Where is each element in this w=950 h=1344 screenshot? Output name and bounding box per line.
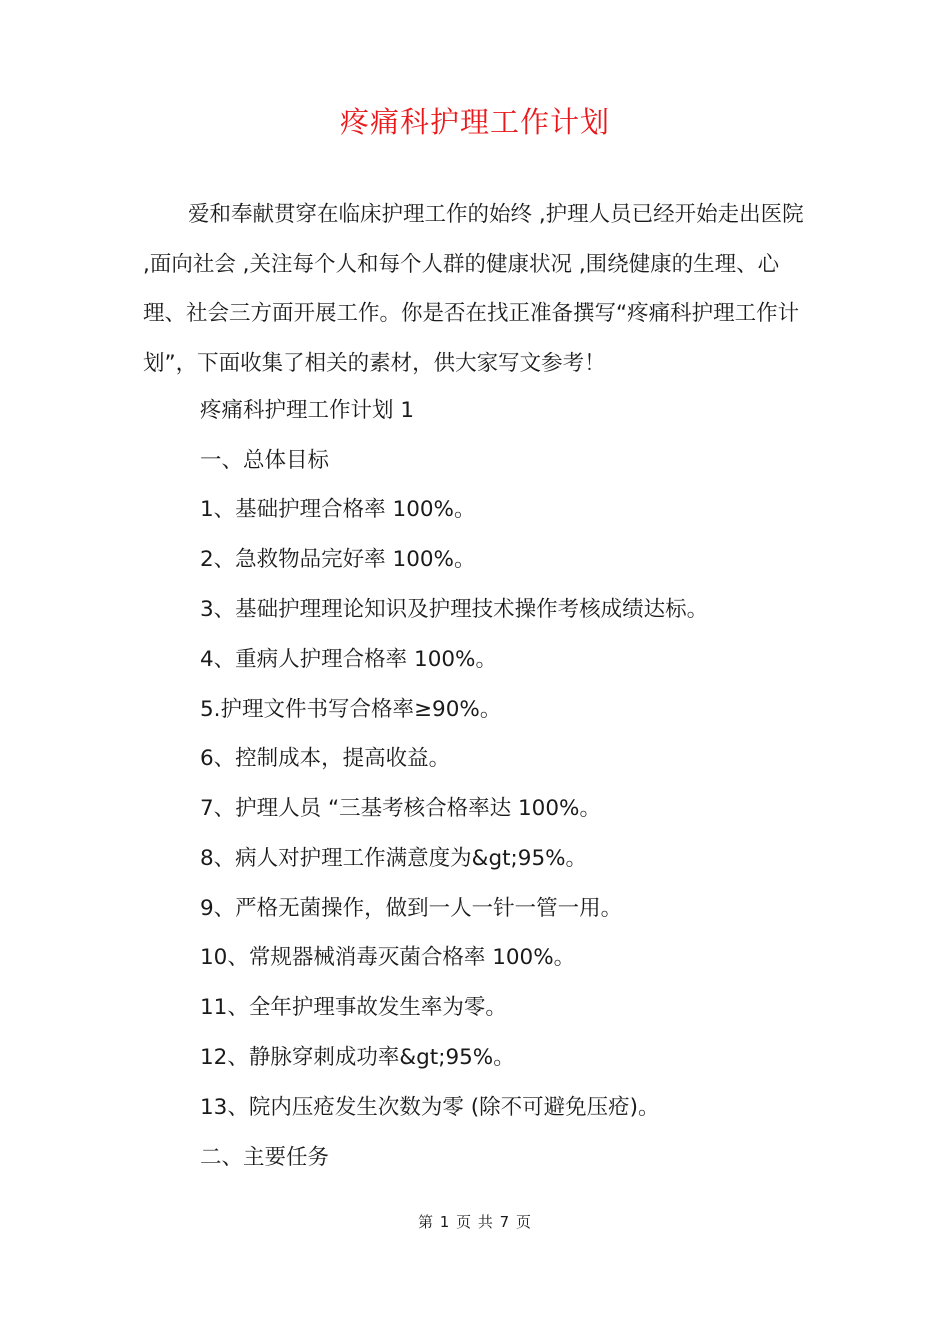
intro-paragraph: 爱和奉献贯穿在临床护理工作的始终 ,护理人员已经开始走出医院 ,面向社会 ,关注每个人和每个人群的健康状况 ,围绕健康的生理、心理、社会三方面开展工作。你是否在找正准备撰写“疼痛科护理工作计划”，下面收集了相关的素材，供大家写文参考！ xyxy=(143,202,804,376)
goal-item: 3、基础护理理论知识及护理技术操作考核成绩达标。 xyxy=(200,597,709,622)
part-one-heading: 一、总体目标 xyxy=(200,448,330,473)
goal-item: 7、护理人员 “三基考核合格率达 100%。 xyxy=(200,796,601,821)
goal-item: 12、静脉穿刺成功率&gt;95%。 xyxy=(200,1045,515,1070)
goal-item: 1、基础护理合格率 100%。 xyxy=(200,497,476,522)
goal-item: 13、院内压疮发生次数为零 (除不可避免压疮)。 xyxy=(200,1095,660,1120)
goal-item: 11、全年护理事故发生率为零。 xyxy=(200,995,507,1020)
page-footer: 第 1 页 共 7 页 xyxy=(418,1213,532,1231)
goal-item: 6、控制成本，提高收益。 xyxy=(200,746,451,771)
goal-item: 2、急救物品完好率 100%。 xyxy=(200,547,476,572)
part-two-heading: 二、主要任务 xyxy=(200,1145,330,1170)
goal-item: 4、重病人护理合格率 100%。 xyxy=(200,647,497,672)
document-title: 疼痛科护理工作计划 xyxy=(339,105,610,139)
goal-item: 10、常规器械消毒灭菌合格率 100%。 xyxy=(200,945,576,970)
goal-item: 9、严格无菌操作，做到一人一针一管一用。 xyxy=(200,896,623,921)
section-heading: 疼痛科护理工作计划 1 xyxy=(200,398,415,423)
goal-item: 8、病人对护理工作满意度为&gt;95%。 xyxy=(200,846,588,871)
goal-item: 5.护理文件书写合格率≥90%。 xyxy=(200,697,502,722)
